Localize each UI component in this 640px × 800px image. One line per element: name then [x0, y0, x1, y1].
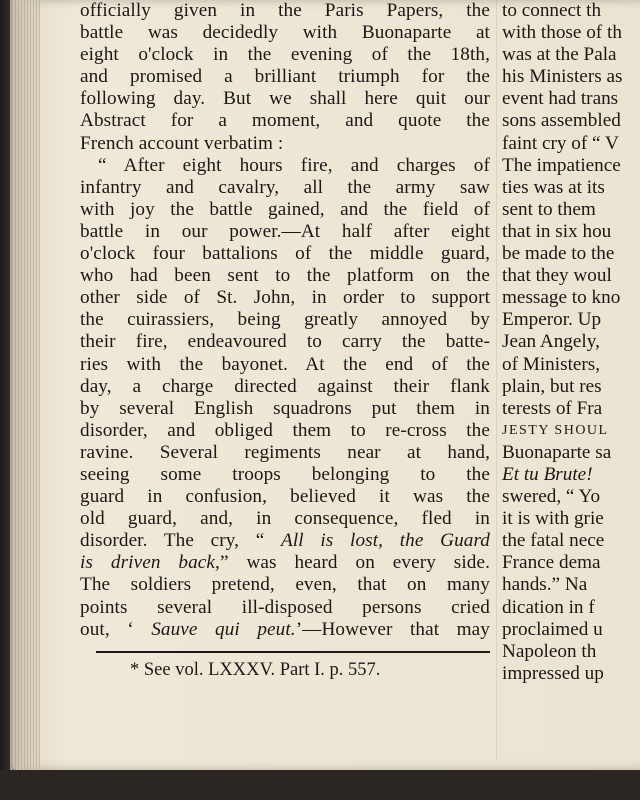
- text-line: eight o'clock in the evening of the 18th,: [80, 44, 490, 66]
- left-text-column: [80, 0, 490, 641]
- column-gutter: [496, 0, 497, 760]
- text-line: swered, “ Yo: [502, 486, 601, 508]
- text-line: seeing some troops belonging to the: [80, 463, 490, 485]
- text-line: The soldiers pretend, even, that on many: [80, 574, 490, 596]
- footnote: * See vol. LXXXV. Part I. p. 557.: [130, 660, 381, 680]
- text-line: o'clock four battalions of the middle guard,: [80, 243, 490, 265]
- text-line: and promised a brilliant triumph for the: [80, 66, 490, 88]
- text-line: is driven back,” was heard on every side.: [80, 552, 490, 574]
- text-line: sent to them: [502, 198, 596, 220]
- text-line: his Ministers as: [502, 66, 623, 88]
- text-line: Jean Angely,: [502, 331, 600, 353]
- bottom-shadow: [0, 770, 640, 800]
- text-line: disorder, and obliged them to re-cross the: [80, 419, 490, 441]
- text-line: officially given in the Paris Papers, the: [80, 0, 490, 21]
- text-line: ravine. Several regiments near at hand,: [80, 441, 490, 463]
- text-line: of Ministers,: [502, 353, 601, 375]
- text-line: event had trans: [502, 88, 619, 110]
- text-line: Emperor. Up: [502, 309, 602, 331]
- text-line: that in six hou: [502, 220, 612, 242]
- text-line: impressed up: [502, 662, 604, 684]
- text-line: faint cry of “ V: [502, 132, 619, 154]
- text-line: terests of Fra: [502, 397, 603, 419]
- footnote-rule: [96, 651, 490, 653]
- text-line: points several ill-disposed persons cried: [80, 596, 490, 618]
- text-line: Et tu Brute!: [502, 463, 593, 485]
- text-line: battle in our power.—At half after eight: [80, 220, 490, 242]
- text-line: by several English squadrons put them in: [80, 397, 490, 419]
- text-line: Abstract for a moment, and quote the: [80, 110, 490, 132]
- text-line: day, a charge directed against their flank: [80, 375, 490, 397]
- right-text-column: [502, 0, 640, 685]
- text-line: Buonaparte sa: [502, 441, 612, 463]
- text-line: hands.” Na: [502, 574, 588, 596]
- text-line: the cuirassiers, being greatly annoyed by: [80, 309, 490, 331]
- text-line: The impatience: [502, 154, 621, 176]
- text-line: disorder. The cry, “ All is lost, the Guard: [80, 530, 490, 552]
- text-line: battle was decidedly with Buonaparte at: [80, 22, 490, 44]
- text-line: ties was at its: [502, 176, 605, 198]
- text-line: following day. But we shall here quit our: [80, 88, 490, 110]
- text-line: proclaimed u: [502, 618, 603, 640]
- text-line: infantry and cavalry, all the army saw: [80, 176, 490, 198]
- text-line: the fatal nece: [502, 530, 605, 552]
- text-line: ries with the bayonet. At the end of the: [80, 353, 490, 375]
- text-line: be made to the: [502, 243, 615, 265]
- text-line: France dema: [502, 552, 601, 574]
- text-line: who had been sent to the platform on the: [80, 265, 490, 287]
- text-line: “ After eight hours fire, and charges of: [98, 154, 490, 176]
- text-line: Napoleon th: [502, 640, 597, 662]
- text-line: French account verbatim :: [80, 132, 284, 154]
- text-line: plain, but res: [502, 375, 602, 397]
- text-line: JESTY SHOUL: [502, 422, 609, 438]
- text-line: their fire, endeavoured to carry the batte-: [80, 331, 490, 353]
- page-stack-edge: [10, 0, 40, 775]
- text-line: to connect th: [502, 0, 602, 21]
- text-line: sons assembled: [502, 110, 621, 132]
- text-line: other side of St. John, in order to support: [80, 287, 490, 309]
- text-line: old guard, and, in consequence, fled in: [80, 508, 490, 530]
- text-line: was at the Pala: [502, 44, 617, 66]
- text-line: dication in f: [502, 596, 595, 618]
- text-line: with those of th: [502, 22, 622, 44]
- text-line: guard in confusion, believed it was the: [80, 486, 490, 508]
- text-line: that they woul: [502, 265, 612, 287]
- text-line: message to kno: [502, 287, 621, 309]
- text-line: with joy the battle gained, and the field of: [80, 198, 490, 220]
- text-line: out, ‘ Sauve qui peut.’—However that may: [80, 618, 490, 640]
- text-line: it is with grie: [502, 508, 604, 530]
